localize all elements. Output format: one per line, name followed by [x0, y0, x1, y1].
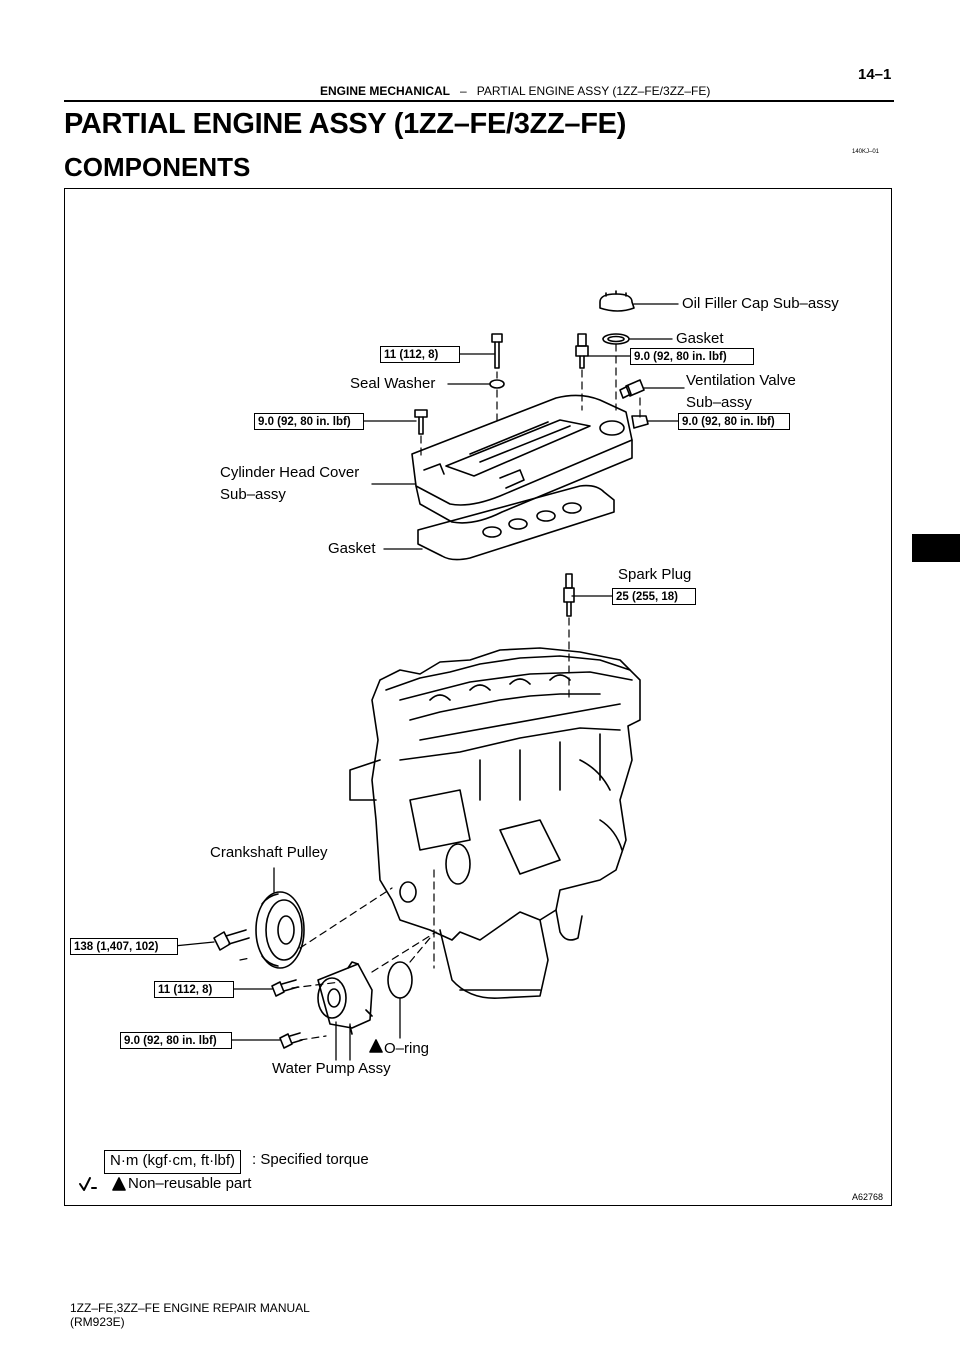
cylinder-head-cover-drawing [412, 395, 632, 522]
legend-torque-desc: : Specified torque [252, 1151, 369, 1168]
pump-bolt-long-drawing [272, 980, 298, 996]
engine-block-drawing [350, 648, 640, 998]
torque-pulley-bolt: 138 (1,407, 102) [70, 938, 178, 955]
header-separator: – [460, 84, 467, 98]
nonreusable-triangle-oring [370, 1040, 382, 1052]
torque-cover-nut-right: 9.0 (92, 80 in. lbf) [678, 413, 790, 430]
cover-gasket-drawing [418, 486, 614, 560]
label-cover-gasket: Gasket [328, 540, 376, 557]
header-section: ENGINE MECHANICAL [320, 84, 451, 98]
leader-lines [174, 304, 684, 1060]
nonreusable-triangle-legend [113, 1178, 125, 1190]
crankshaft-pulley-drawing [256, 892, 304, 968]
seal-washer-drawing [490, 380, 504, 388]
label-oil-filler-cap: Oil Filler Cap Sub–assy [682, 295, 839, 312]
torque-stud-bolt: 9.0 (92, 80 in. lbf) [630, 348, 754, 365]
document-code: 140KJ–01 [852, 149, 880, 155]
assembly-lines [240, 344, 640, 1040]
cover-nut-right-drawing [632, 416, 648, 428]
top-bolt-drawing [492, 334, 502, 368]
stud-bolt-drawing [576, 334, 588, 368]
figure-id: A62768 [852, 1192, 884, 1202]
label-o-ring: O–ring [384, 1040, 430, 1057]
pump-bolt-short-drawing [280, 1033, 302, 1048]
page-title: PARTIAL ENGINE ASSY (1ZZ–FE/3ZZ–FE) [64, 108, 627, 140]
label-ventilation-valve-line2: Sub–assy [686, 394, 752, 411]
label-ventilation-valve-line1: Ventilation Valve [686, 372, 796, 389]
spark-plug-drawing [564, 574, 574, 616]
footer-manual-title: 1ZZ–FE,3ZZ–FE ENGINE REPAIR MANUAL [70, 1301, 310, 1315]
legend-torque-unit: N·m (kgf·cm, ft·lbf) [104, 1150, 241, 1174]
legend-nonreusable: Non–reusable part [128, 1175, 252, 1192]
label-spark-plug: Spark Plug [618, 566, 692, 583]
torque-cover-bolt-left: 9.0 (92, 80 in. lbf) [254, 413, 364, 430]
filler-gasket-drawing [603, 334, 629, 344]
pulley-bolt-drawing [214, 930, 249, 950]
section-subtitle: COMPONENTS [64, 152, 251, 182]
label-water-pump: Water Pump Assy [272, 1060, 391, 1077]
torque-top-bolt: 11 (112, 8) [380, 346, 460, 363]
label-crankshaft-pulley: Crankshaft Pulley [210, 844, 328, 861]
water-pump-drawing [318, 962, 372, 1034]
cover-bolt-left-drawing [415, 410, 427, 434]
label-cylinder-head-cover-line2: Sub–assy [220, 486, 286, 503]
label-cylinder-head-cover-line1: Cylinder Head Cover [220, 464, 360, 481]
page-number: 14–1 [858, 66, 892, 83]
label-filler-gasket: Gasket [676, 330, 724, 347]
torque-spark-plug: 25 (255, 18) [612, 588, 696, 605]
label-seal-washer: Seal Washer [350, 375, 436, 392]
ventilation-valve-drawing [620, 380, 644, 398]
footer-manual-code: (RM923E) [70, 1315, 125, 1329]
torque-pump-bolt-long: 11 (112, 8) [154, 981, 234, 998]
legend-check-icon [80, 1178, 96, 1190]
header-subsection: PARTIAL ENGINE ASSY (1ZZ–FE/3ZZ–FE) [476, 84, 711, 98]
page-footer [70, 1301, 310, 1329]
oil-filler-cap-drawing [600, 291, 634, 311]
o-ring-drawing [388, 962, 412, 998]
torque-pump-bolt-short: 9.0 (92, 80 in. lbf) [120, 1032, 232, 1049]
